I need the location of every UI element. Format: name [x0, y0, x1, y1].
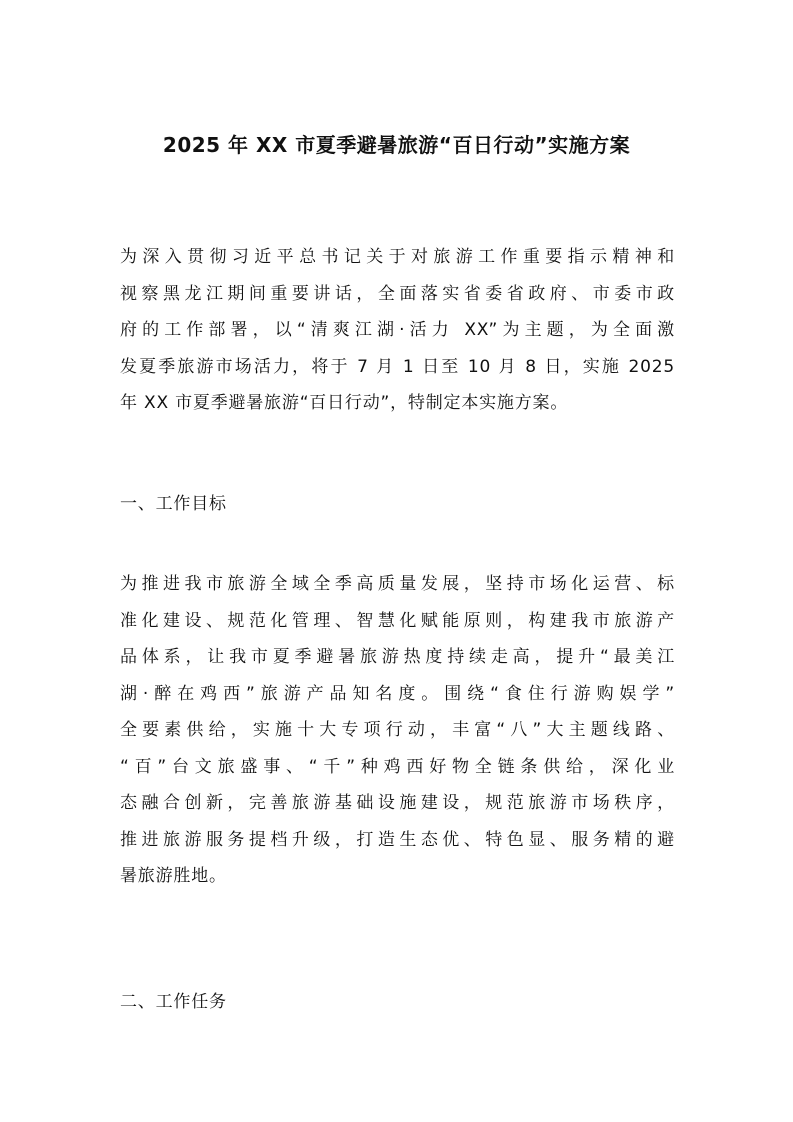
intro-line: 发夏季旅游市场活力，将于 7 月 1 日至 10 月 8 日，实施 2025: [120, 356, 675, 377]
goals-line: 品体系，让我市夏季避暑旅游热度持续走高，提升“最美江: [120, 647, 675, 667]
document-title: 2025 年 XX 市夏季避暑旅游“百日行动”实施方案: [162, 133, 631, 157]
intro-line: 年 XX 市夏季避暑旅游“百日行动”，特制定本实施方案。: [120, 393, 569, 413]
intro-line: 视察黑龙江期间重要讲话，全面落实省委省政府、市委市政: [120, 283, 675, 304]
goals-line: 态融合创新，完善旅游基础设施建设，规范旅游市场秩序，: [120, 793, 675, 813]
goals-line: 推进旅游服务提档升级，打造生态优、特色显、服务精的避: [120, 829, 675, 850]
intro-line: 为深入贯彻习近平总书记关于对旅游工作重要指示精神和: [120, 247, 675, 267]
section-heading-tasks: 二、工作任务: [120, 992, 227, 1012]
goals-line: “百”台文旅盛事、“千”种鸡西好物全链条供给，深化业: [120, 756, 675, 777]
goals-line: 暑旅游胜地。: [120, 866, 227, 886]
intro-paragraph: [120, 239, 675, 422]
goals-line: 全要素供给，实施十大专项行动，丰富“八”大主题线路、: [120, 720, 675, 740]
goals-line: 为推进我市旅游全域全季高质量发展，坚持市场化运营、标: [120, 574, 675, 594]
intro-line: 府的工作部署，以“清爽江湖·活力 XX”为主题，为全面激: [120, 320, 675, 340]
goals-paragraph: [120, 566, 675, 895]
goals-line: 湖·醉在鸡西”旅游产品知名度。围绕“食住行游购娱学”: [120, 683, 675, 704]
goals-line: 准化建设、规范化管理、智慧化赋能原则，构建我市旅游产: [120, 610, 675, 631]
section-heading-goals: 一、工作目标: [120, 494, 227, 514]
